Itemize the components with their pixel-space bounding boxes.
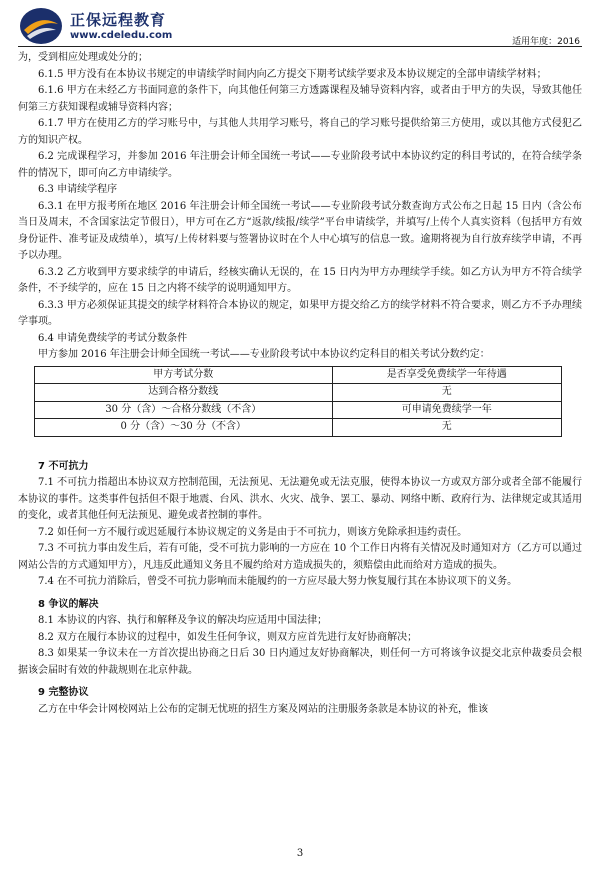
clause-6-3-2: 6.3.2 乙方收到甲方要求续学的申请后，经核实确认无误的，在 15 日内为甲方办理续学手续。如乙方认为甲方不符合续学条件，不予续学的，应在 15 日之内将不续学的说明通知甲方。 xyxy=(18,266,582,294)
table-cell: 无 xyxy=(332,419,561,437)
clause-8-2: 8.2 双方在履行本协议的过程中，如发生任何争议，则双方应首先进行友好协商解决； xyxy=(38,631,418,643)
section-heading-7: 7 不可抗力 xyxy=(38,460,89,472)
brand-url: www.cdeledu.com xyxy=(70,30,173,41)
document-body xyxy=(18,50,582,718)
score-table xyxy=(34,366,562,437)
clause-6-1-7: 6.1.7 甲方在使用乙方的学习账号中，与其他人共用学习账号，将自己的学习账号提供给第三方使用，或以其他方式侵犯乙方的知识产权。 xyxy=(18,118,582,146)
clause-6-1-5: 6.1.5 甲方没有在本协议书规定的申请续学时间内向乙方提交下期考试续学要求及本协议规定的全部申请续学材料； xyxy=(38,68,547,80)
year-label: 适用年度：2016 xyxy=(512,37,580,47)
table-header: 是否享受免费续学一年待遇 xyxy=(332,366,561,384)
spacer xyxy=(18,437,582,459)
paragraph: 为，受到相应处理或处分的； xyxy=(18,52,148,63)
table-cell: 30 分（含）～合格分数线（不含） xyxy=(35,401,333,419)
table-row xyxy=(35,384,562,402)
table-cell: 达到合格分数线 xyxy=(35,384,333,402)
clause-6-2: 6.2 完成课程学习，并参加 2016 年注册会计师全国统一考试——专业阶段考试中本协议约定的科目考试的，在符合续学条件的情况下，即可向乙方申请续学。 xyxy=(18,151,582,179)
page-header xyxy=(18,6,582,48)
section-heading-9: 9 完整协议 xyxy=(38,687,89,698)
table-row xyxy=(35,401,562,419)
page-number: 3 xyxy=(296,848,304,859)
clause-6-3-3: 6.3.3 甲方必须保证其提交的续学材料符合本协议的规定，如果甲方提交给乙方的续学材料不符合要求，则乙方不予办理续学事项。 xyxy=(18,299,582,327)
table-header-row xyxy=(35,366,562,384)
header-rule xyxy=(18,46,582,47)
table-cell: 可申请免费续学一年 xyxy=(332,401,561,419)
table-cell: 无 xyxy=(332,384,561,402)
table-row xyxy=(35,419,562,437)
brand-name: 正保远程教育 xyxy=(70,11,167,29)
clause-9-text: 乙方在中华会计网校网站上公布的定制无忧班的招生方案及网站的注册服务条款是本协议的补充，惟该 xyxy=(38,703,488,715)
clause-8-1: 8.1 本协议的内容、执行和解释及争议的解决均应适用中国法律； xyxy=(38,615,328,626)
clause-6-3-1: 6.3.1 在甲方报考所在地区 2016 年注册会计师全国统一考试——专业阶段考试分数查询方式公布之日起 15 日内（含公布当日及周末，不含国家法定节假日），甲方可在乙方“返款/续报/续学”平台申请续学，并填写/上传个人真实资料（包括甲方有效身份证件、准考证及成绩单），填写/上传材料要与签署协议时在个人中心填写的信息一致。逾期将视为自行放弃续学申请，不再予以办理。 xyxy=(18,200,582,261)
table-cell: 0 分（含）～30 分（不含） xyxy=(35,419,333,437)
clause-6-3: 6.3 申请续学程序 xyxy=(38,184,118,195)
clause-8-3: 8.3 如果某一争议未在一方首次提出协商之日后 30 日内通过友好协商解决，则任何一方可将该争议提交北京仲裁委员会根据该会届时有效的仲裁规则在北京仲裁。 xyxy=(18,648,582,676)
table-header: 甲方考试分数 xyxy=(35,366,333,384)
clause-7-4: 7.4 在不可抗力消除后，曾受不可抗力影响而未能履约的一方应尽最大努力恢复履行其在本协议项下的义务。 xyxy=(38,576,518,587)
clause-6-4: 6.4 申请免费续学的考试分数条件 xyxy=(38,332,188,344)
section-heading-8: 8 争议的解决 xyxy=(38,598,99,610)
clause-7-2: 7.2 如任何一方不履行或迟延履行本协议规定的义务是由于不可抗力，则该方免除承担违约责任。 xyxy=(38,526,468,538)
clause-7-1: 7.1 不可抗力指超出本协议双方控制范围，无法预见、无法避免或无法克服，使得本协议一方或双方部分或者全部不能履行本协议的事件。这类事件包括但不限于地震、台风、洪水、火灾、战争、罢工、暴动、网络中断、政府行为、法律规定或其适用的变化，或者其他任何无法预见、避免或者控制的事件。 xyxy=(18,477,582,521)
clause-6-1-6: 6.1.6 甲方在未经乙方书面同意的条件下，向其他任何第三方透露课程及辅导资料内容，或者由于甲方的失误，导致其他任何第三方获知课程或辅导资料内容； xyxy=(18,85,582,113)
logo-icon xyxy=(18,6,64,46)
clause-6-4-desc: 甲方参加 2016 年注册会计师全国统一考试——专业阶段考试中本协议约定科目的相关考试分数约定： xyxy=(38,349,490,360)
clause-7-3: 7.3 不可抗力事由发生后，若有可能，受不可抗力影响的一方应在 10 个工作日内将有关情况及时通知对方（乙方可以通过网站公告的方式通知甲方），凡违反此通知义务且不履约给对方造成损失的，须赔偿由此而给对方造成的损失。 xyxy=(18,543,582,571)
